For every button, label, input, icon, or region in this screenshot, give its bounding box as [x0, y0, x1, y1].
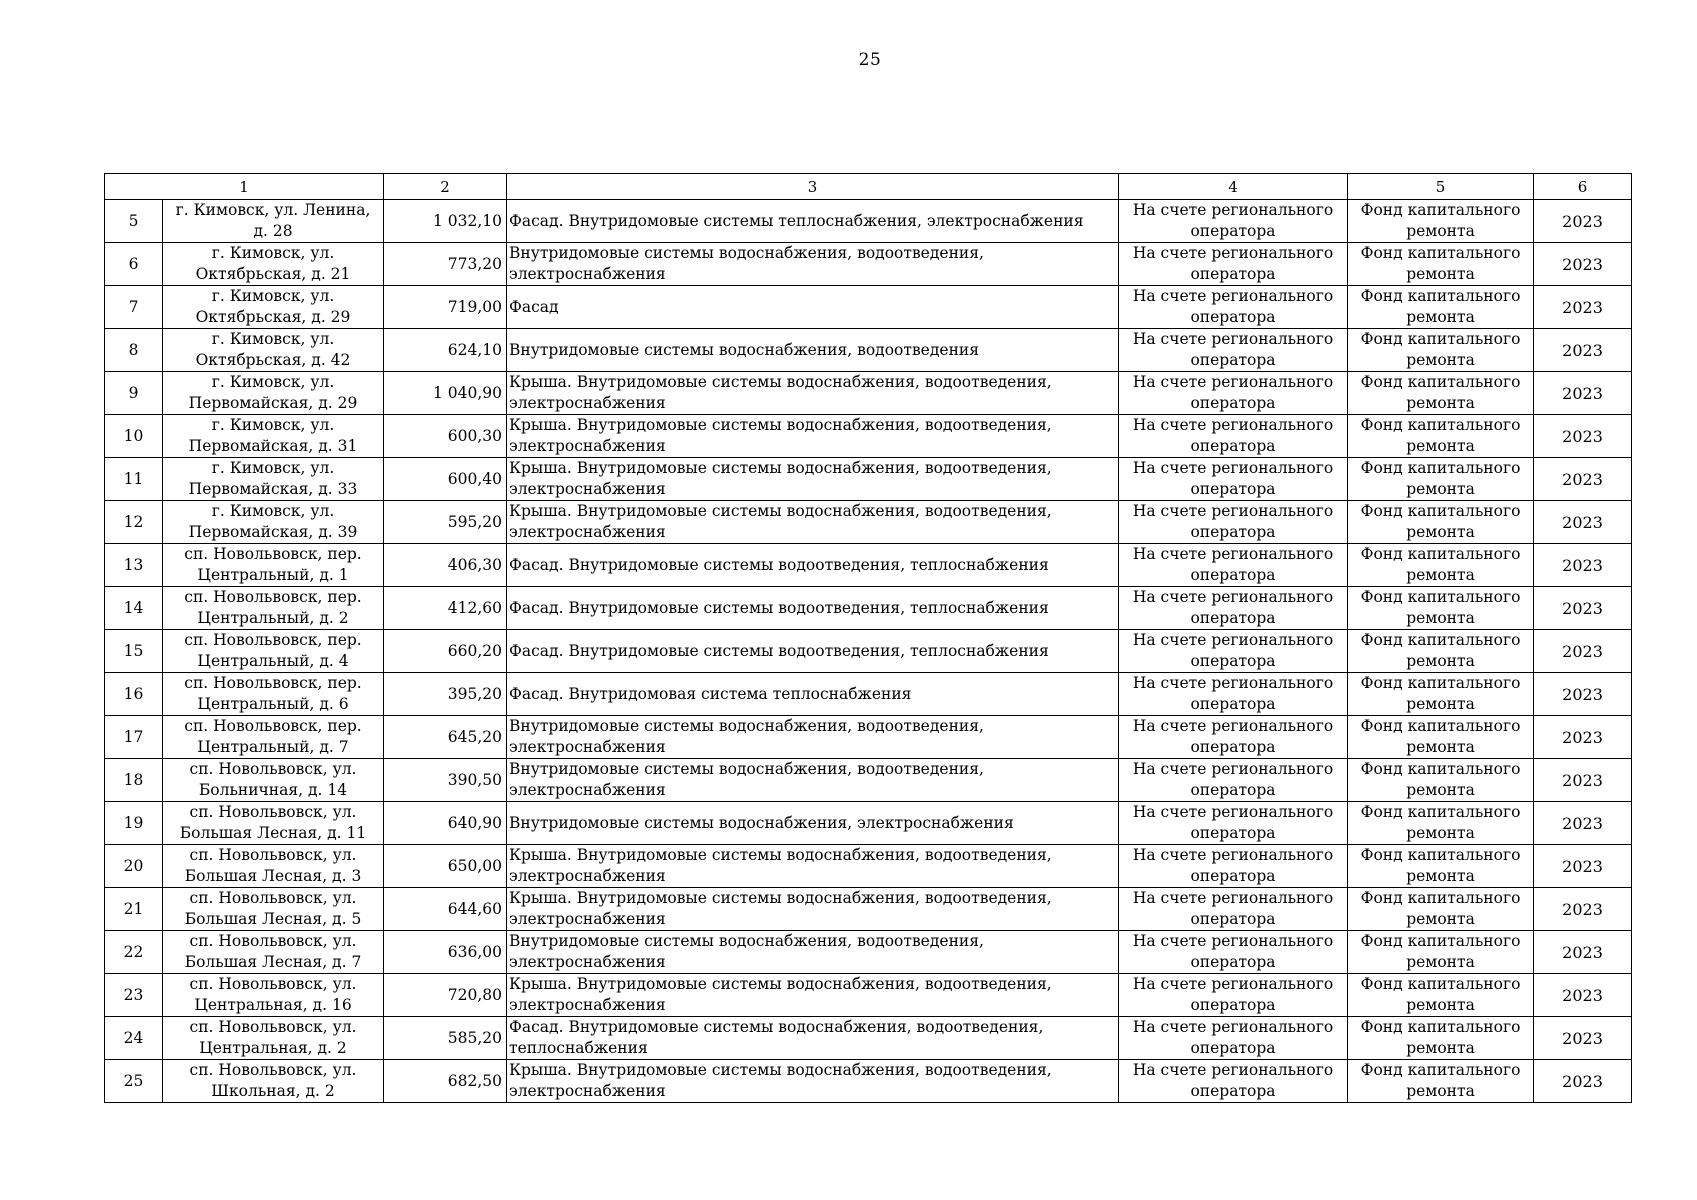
table-row: [105, 759, 1632, 802]
address-cell: г. Кимовск, ул. Первомайская, д. 29: [163, 372, 384, 415]
column-header-5: 5: [1348, 174, 1534, 200]
address-cell: сп. Новольвовск, ул. Больничная, д. 14: [163, 759, 384, 802]
account-cell: На счете регионального оператора: [1119, 458, 1348, 501]
funding-source-cell: Фонд капитального ремонта: [1348, 329, 1534, 372]
account-cell: На счете регионального оператора: [1119, 759, 1348, 802]
account-cell: На счете регионального оператора: [1119, 630, 1348, 673]
account-cell: На счете регионального оператора: [1119, 673, 1348, 716]
works-cell: Крыша. Внутридомовые системы водоснабжения, водоотведения, электроснабжения: [507, 458, 1119, 501]
account-cell: На счете регионального оператора: [1119, 415, 1348, 458]
area-cell: 682,50: [384, 1060, 507, 1103]
account-cell: На счете регионального оператора: [1119, 716, 1348, 759]
year-cell: 2023: [1534, 845, 1632, 888]
table-row: [105, 1017, 1632, 1060]
funding-source-cell: Фонд капитального ремонта: [1348, 372, 1534, 415]
table-row: [105, 415, 1632, 458]
address-cell: г. Кимовск, ул. Октябрьская, д. 42: [163, 329, 384, 372]
funding-source-cell: Фонд капитального ремонта: [1348, 802, 1534, 845]
year-cell: 2023: [1534, 1060, 1632, 1103]
area-cell: 395,20: [384, 673, 507, 716]
address-cell: г. Кимовск, ул. Первомайская, д. 33: [163, 458, 384, 501]
works-cell: Внутридомовые системы водоснабжения, водоотведения, электроснабжения: [507, 931, 1119, 974]
address-cell: сп. Новольвовск, ул. Большая Лесная, д. 11: [163, 802, 384, 845]
address-cell: сп. Новольвовск, ул. Школьная, д. 2: [163, 1060, 384, 1103]
funding-source-cell: Фонд капитального ремонта: [1348, 458, 1534, 501]
row-number-cell: 7: [105, 286, 163, 329]
area-cell: 1 032,10: [384, 200, 507, 243]
funding-source-cell: Фонд капитального ремонта: [1348, 759, 1534, 802]
table-row: [105, 372, 1632, 415]
funding-source-cell: Фонд капитального ремонта: [1348, 845, 1534, 888]
area-cell: 600,40: [384, 458, 507, 501]
table-row: [105, 974, 1632, 1017]
table-row: [105, 200, 1632, 243]
address-cell: сп. Новольвовск, ул. Центральная, д. 2: [163, 1017, 384, 1060]
works-cell: Фасад. Внутридомовая система теплоснабжения: [507, 673, 1119, 716]
works-cell: Фасад. Внутридомовые системы водоотведения, теплоснабжения: [507, 544, 1119, 587]
account-cell: На счете регионального оператора: [1119, 802, 1348, 845]
address-cell: г. Кимовск, ул. Первомайская, д. 31: [163, 415, 384, 458]
row-number-cell: 12: [105, 501, 163, 544]
area-cell: 1 040,90: [384, 372, 507, 415]
page-number: 25: [858, 50, 882, 70]
works-cell: Крыша. Внутридомовые системы водоснабжения, водоотведения, электроснабжения: [507, 501, 1119, 544]
row-number-cell: 5: [105, 200, 163, 243]
address-cell: г. Кимовск, ул. Октябрьская, д. 29: [163, 286, 384, 329]
funding-source-cell: Фонд капитального ремонта: [1348, 630, 1534, 673]
table-row: [105, 1060, 1632, 1103]
table-row: [105, 329, 1632, 372]
area-cell: 624,10: [384, 329, 507, 372]
row-number-cell: 16: [105, 673, 163, 716]
year-cell: 2023: [1534, 587, 1632, 630]
row-number-cell: 14: [105, 587, 163, 630]
works-cell: Внутридомовые системы водоснабжения, водоотведения, электроснабжения: [507, 759, 1119, 802]
address-cell: сп. Новольвовск, пер. Центральный, д. 2: [163, 587, 384, 630]
year-cell: 2023: [1534, 673, 1632, 716]
address-cell: сп. Новольвовск, пер. Центральный, д. 6: [163, 673, 384, 716]
account-cell: На счете регионального оператора: [1119, 1017, 1348, 1060]
address-cell: сп. Новольвовск, ул. Большая Лесная, д. 3: [163, 845, 384, 888]
area-cell: 719,00: [384, 286, 507, 329]
year-cell: 2023: [1534, 759, 1632, 802]
year-cell: 2023: [1534, 544, 1632, 587]
year-cell: 2023: [1534, 415, 1632, 458]
account-cell: На счете регионального оператора: [1119, 286, 1348, 329]
account-cell: На счете регионального оператора: [1119, 372, 1348, 415]
address-cell: сп. Новольвовск, ул. Центральная, д. 16: [163, 974, 384, 1017]
account-cell: На счете регионального оператора: [1119, 974, 1348, 1017]
year-cell: 2023: [1534, 802, 1632, 845]
funding-source-cell: Фонд капитального ремонта: [1348, 716, 1534, 759]
column-header-6: 6: [1534, 174, 1632, 200]
area-cell: 636,00: [384, 931, 507, 974]
account-cell: На счете регионального оператора: [1119, 587, 1348, 630]
row-number-cell: 23: [105, 974, 163, 1017]
works-cell: Фасад. Внутридомовые системы теплоснабжения, электроснабжения: [507, 200, 1119, 243]
area-cell: 412,60: [384, 587, 507, 630]
area-cell: 773,20: [384, 243, 507, 286]
table-row: [105, 243, 1632, 286]
year-cell: 2023: [1534, 1017, 1632, 1060]
area-cell: 644,60: [384, 888, 507, 931]
area-cell: 600,30: [384, 415, 507, 458]
row-number-cell: 17: [105, 716, 163, 759]
year-cell: 2023: [1534, 286, 1632, 329]
year-cell: 2023: [1534, 200, 1632, 243]
row-number-cell: 22: [105, 931, 163, 974]
account-cell: На счете регионального оператора: [1119, 845, 1348, 888]
table-row: [105, 544, 1632, 587]
address-cell: сп. Новольвовск, пер. Центральный, д. 7: [163, 716, 384, 759]
row-number-cell: 9: [105, 372, 163, 415]
column-header-4: 4: [1119, 174, 1348, 200]
address-cell: г. Кимовск, ул. Ленина, д. 28: [163, 200, 384, 243]
table-row: [105, 587, 1632, 630]
funding-source-cell: Фонд капитального ремонта: [1348, 888, 1534, 931]
works-cell: Фасад. Внутридомовые системы водоотведения, теплоснабжения: [507, 587, 1119, 630]
area-cell: 720,80: [384, 974, 507, 1017]
column-number-header-row: [105, 174, 1632, 200]
funding-source-cell: Фонд капитального ремонта: [1348, 931, 1534, 974]
year-cell: 2023: [1534, 372, 1632, 415]
area-cell: 640,90: [384, 802, 507, 845]
table-row: [105, 673, 1632, 716]
capital-repair-table: [104, 173, 1632, 1103]
row-number-cell: 11: [105, 458, 163, 501]
area-cell: 390,50: [384, 759, 507, 802]
account-cell: На счете регионального оператора: [1119, 329, 1348, 372]
column-header-1: 1: [105, 174, 384, 200]
funding-source-cell: Фонд капитального ремонта: [1348, 200, 1534, 243]
row-number-cell: 8: [105, 329, 163, 372]
table-row: [105, 630, 1632, 673]
address-cell: сп. Новольвовск, пер. Центральный, д. 4: [163, 630, 384, 673]
row-number-cell: 15: [105, 630, 163, 673]
column-header-3: 3: [507, 174, 1119, 200]
year-cell: 2023: [1534, 243, 1632, 286]
funding-source-cell: Фонд капитального ремонта: [1348, 1060, 1534, 1103]
year-cell: 2023: [1534, 630, 1632, 673]
account-cell: На счете регионального оператора: [1119, 501, 1348, 544]
year-cell: 2023: [1534, 329, 1632, 372]
funding-source-cell: Фонд капитального ремонта: [1348, 501, 1534, 544]
table-row: [105, 458, 1632, 501]
works-cell: Внутридомовые системы водоснабжения, электроснабжения: [507, 802, 1119, 845]
funding-source-cell: Фонд капитального ремонта: [1348, 587, 1534, 630]
account-cell: На счете регионального оператора: [1119, 1060, 1348, 1103]
table-row: [105, 286, 1632, 329]
row-number-cell: 18: [105, 759, 163, 802]
table-row: [105, 716, 1632, 759]
account-cell: На счете регионального оператора: [1119, 243, 1348, 286]
address-cell: г. Кимовск, ул. Первомайская, д. 39: [163, 501, 384, 544]
area-cell: 406,30: [384, 544, 507, 587]
works-cell: Фасад. Внутридомовые системы водоснабжения, водоотведения, теплоснабжения: [507, 1017, 1119, 1060]
funding-source-cell: Фонд капитального ремонта: [1348, 286, 1534, 329]
year-cell: 2023: [1534, 458, 1632, 501]
year-cell: 2023: [1534, 501, 1632, 544]
works-cell: Крыша. Внутридомовые системы водоснабжения, водоотведения, электроснабжения: [507, 372, 1119, 415]
column-header-2: 2: [384, 174, 507, 200]
row-number-cell: 19: [105, 802, 163, 845]
address-cell: сп. Новольвовск, ул. Большая Лесная, д. 5: [163, 888, 384, 931]
table-row: [105, 888, 1632, 931]
area-cell: 585,20: [384, 1017, 507, 1060]
year-cell: 2023: [1534, 716, 1632, 759]
account-cell: На счете регионального оператора: [1119, 888, 1348, 931]
works-cell: Крыша. Внутридомовые системы водоснабжения, водоотведения, электроснабжения: [507, 888, 1119, 931]
area-cell: 650,00: [384, 845, 507, 888]
address-cell: сп. Новольвовск, пер. Центральный, д. 1: [163, 544, 384, 587]
row-number-cell: 13: [105, 544, 163, 587]
works-cell: Крыша. Внутридомовые системы водоснабжения, водоотведения, электроснабжения: [507, 974, 1119, 1017]
funding-source-cell: Фонд капитального ремонта: [1348, 1017, 1534, 1060]
row-number-cell: 24: [105, 1017, 163, 1060]
works-cell: Фасад. Внутридомовые системы водоотведения, теплоснабжения: [507, 630, 1119, 673]
works-cell: Внутридомовые системы водоснабжения, водоотведения, электроснабжения: [507, 243, 1119, 286]
area-cell: 595,20: [384, 501, 507, 544]
works-cell: Фасад: [507, 286, 1119, 329]
table-row: [105, 501, 1632, 544]
table-row: [105, 845, 1632, 888]
row-number-cell: 25: [105, 1060, 163, 1103]
table-row: [105, 802, 1632, 845]
works-cell: Крыша. Внутридомовые системы водоснабжения, водоотведения, электроснабжения: [507, 415, 1119, 458]
funding-source-cell: Фонд капитального ремонта: [1348, 673, 1534, 716]
year-cell: 2023: [1534, 931, 1632, 974]
area-cell: 660,20: [384, 630, 507, 673]
row-number-cell: 10: [105, 415, 163, 458]
account-cell: На счете регионального оператора: [1119, 931, 1348, 974]
funding-source-cell: Фонд капитального ремонта: [1348, 243, 1534, 286]
year-cell: 2023: [1534, 888, 1632, 931]
works-cell: Крыша. Внутридомовые системы водоснабжения, водоотведения, электроснабжения: [507, 1060, 1119, 1103]
account-cell: На счете регионального оператора: [1119, 200, 1348, 243]
address-cell: г. Кимовск, ул. Октябрьская, д. 21: [163, 243, 384, 286]
account-cell: На счете регионального оператора: [1119, 544, 1348, 587]
area-cell: 645,20: [384, 716, 507, 759]
works-cell: Внутридомовые системы водоснабжения, водоотведения: [507, 329, 1119, 372]
row-number-cell: 6: [105, 243, 163, 286]
funding-source-cell: Фонд капитального ремонта: [1348, 974, 1534, 1017]
address-cell: сп. Новольвовск, ул. Большая Лесная, д. 7: [163, 931, 384, 974]
works-cell: Крыша. Внутридомовые системы водоснабжения, водоотведения, электроснабжения: [507, 845, 1119, 888]
funding-source-cell: Фонд капитального ремонта: [1348, 544, 1534, 587]
funding-source-cell: Фонд капитального ремонта: [1348, 415, 1534, 458]
table-row: [105, 931, 1632, 974]
works-cell: Внутридомовые системы водоснабжения, водоотведения, электроснабжения: [507, 716, 1119, 759]
row-number-cell: 20: [105, 845, 163, 888]
year-cell: 2023: [1534, 974, 1632, 1017]
row-number-cell: 21: [105, 888, 163, 931]
